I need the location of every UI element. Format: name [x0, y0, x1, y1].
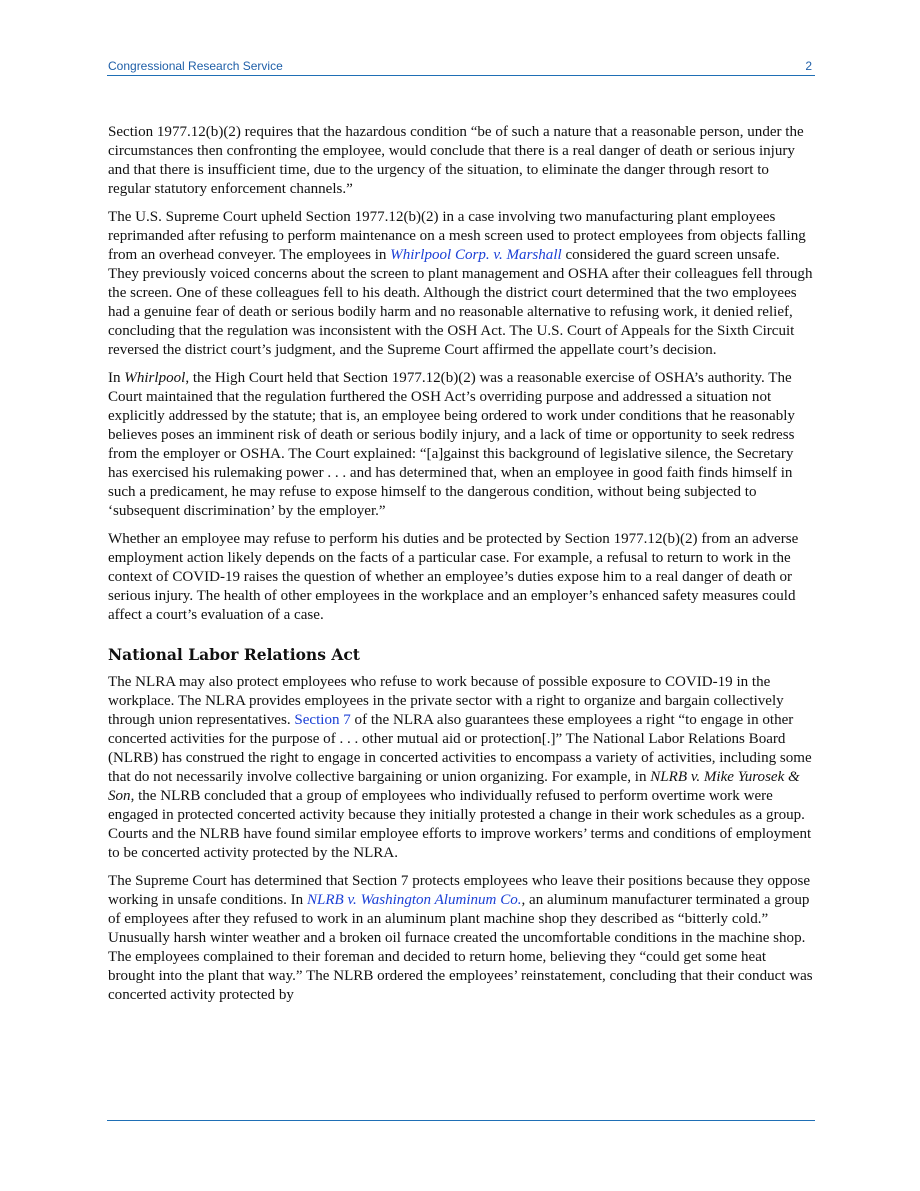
paragraph-6 — [108, 872, 814, 1005]
section-7-link[interactable]: Section 7 — [294, 712, 351, 728]
paragraph-2-text-a: The U.S. Supreme Court upheld Section 1977.12(b)(2) in a case involving two manufacturing plant employees reprimanded after refusing to perform maintenance on a mesh screen used to protect employees from objects falling from an overhead conveyer. The employees in — [108, 209, 806, 263]
paragraph-5-text-b: of the NLRA also guarantees these employees a right “to engage in other concerted activities for the purpose of . . . other mutual aid or protection[.]” The National Labor Relations Board (NLRB) has construed the right to engage in concerted activities to encompass a variety of activities, including some that do not necessarily involve collective bargaining or union organizing. For example, in — [108, 712, 812, 785]
header-org-name: Congressional Research Service — [108, 59, 283, 73]
paragraph-3-text-a: In — [108, 370, 125, 386]
paragraph-3-text-b: , the High Court held that Section 1977.12(b)(2) was a reasonable exercise of OSHA’s authority. The Court maintained that the regulation furthered the OSH Act’s overriding purpose and addressed a situation not explicitly addressed by the statute; that is, an employee being ordered to work under conditions that he reasonably believes poses an imminent risk of death or serious bodily injury, and a lack of time or opportunity to seek redress from the employer or OSHA. The Court explained: “[a]gainst this background of legislative silence, the Secretary has exercised his rulemaking power . . . and has determined that, when an employee in good faith finds himself in such a predicament, he may refuse to expose himself to the dangerous condition, without being subjected to ‘subsequent discrimination’ by the employer.” — [108, 370, 795, 519]
paragraph-3 — [108, 369, 814, 521]
paragraph-4-text: Whether an employee may refuse to perform his duties and be protected by Section 1977.12(b)(2) from an adverse employment action likely depends on the facts of a particular case. For example, a refusal to return to work in the context of COVID-19 raises the question of whether an employee’s duties expose him to a real danger of death or serious injury. The health of other employees in the workplace and an employer’s enhanced safety measures could affect a court’s evaluation of a case. — [108, 531, 799, 623]
paragraph-2-text-b: considered the guard screen unsafe. They previously voiced concerns about the screen to plant management and OSHA after their colleagues fell through the screen. One of these colleagues fell to his death. Although the district court determined that the two employees had a genuine fear of death or serious bodily harm and no reasonable alternative to refusing work, it denied relief, concluding that the regulation was inconsistent with the OSH Act. The U.S. Court of Appeals for the Sixth Circuit reversed the district court’s judgment, and the Supreme Court affirmed the appellate court’s decision. — [108, 247, 813, 358]
paragraph-1-text: Section 1977.12(b)(2) requires that the hazardous condition “be of such a nature that a reasonable person, under the circumstances then confronting the employee, would conclude that there is a real danger of death or serious injury and that there is insufficient time, due to the urgency of the situation, to eliminate the danger through resort to regular statutory enforcement channels.” — [108, 124, 804, 197]
section-heading-nlra: National Labor Relations Act — [108, 645, 360, 664]
paragraph-4 — [108, 530, 814, 625]
yurosek-case-name: NLRB v. Mike Yurosek & Son — [108, 769, 800, 804]
paragraph-6-text-a: The Supreme Court has determined that Section 7 protects employees who leave their positions because they oppose working in unsafe conditions. In — [108, 873, 811, 908]
footer-rule — [107, 1120, 815, 1121]
header-page-number: 2 — [805, 59, 812, 73]
whirlpool-case-link[interactable]: Whirlpool Corp. v. Marshall — [390, 247, 562, 263]
page-header — [107, 58, 815, 76]
document-body — [108, 123, 814, 1014]
paragraph-2 — [108, 208, 814, 360]
paragraph-1 — [108, 123, 814, 199]
paragraph-5-text-a: The NLRA may also protect employees who refuse to work because of possible exposure to COVID-19 in the workplace. The NLRA provides employees in the private sector with a right to organize and bargain collectively through union representatives. — [108, 674, 784, 728]
paragraph-5-text-c: , the NLRB concluded that a group of employees who individually refused to perform overtime work were engaged in protected concerted activity because they initially protested a change in their work schedules as a group. Courts and the NLRB have found similar employee efforts to improve workers’ terms and conditions of employment to be concerted activity protected by the NLRA. — [108, 788, 812, 861]
paragraph-5 — [108, 673, 814, 863]
paragraph-6-text-b: , an aluminum manufacturer terminated a group of employees after they refused to work in an aluminum plant machine shop they described as “bitterly cold.” Unusually harsh winter weather and a broken oil furnace created the uncomfortable conditions in the machine shop. The employees complained to their foreman and decided to return home, believing they “could get some heat brought into the plant that way.” The NLRB ordered the employees’ reinstatement, concluding that their conduct was concerted activity protected by — [108, 892, 813, 1003]
washington-aluminum-case-link[interactable]: NLRB v. Washington Aluminum Co. — [306, 892, 522, 908]
whirlpool-case-name: Whirlpool — [124, 370, 186, 386]
